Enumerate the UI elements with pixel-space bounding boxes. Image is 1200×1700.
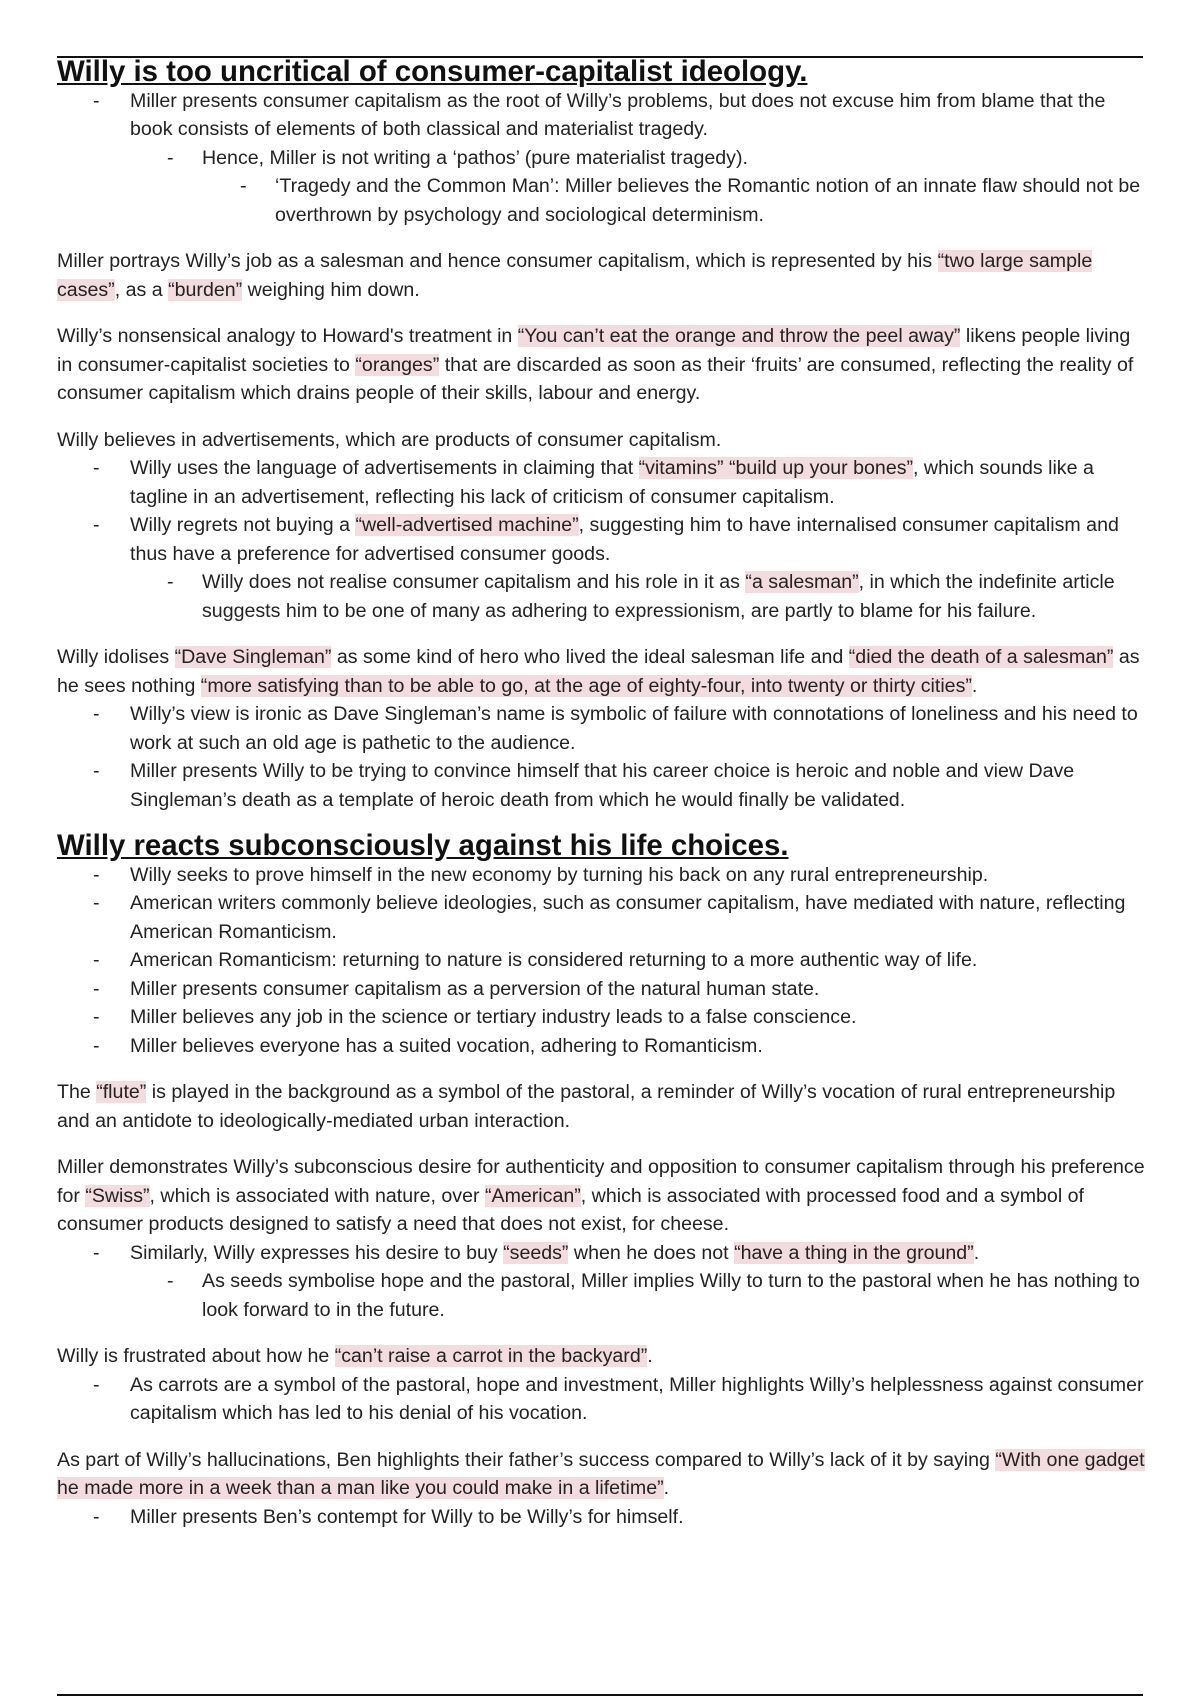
text-run: As seeds symbolise hope and the pastoral, Miller implies Willy to turn to the pastoral when he has nothing to look forward to in the future.: [202, 1270, 1140, 1321]
text-run: Willy believes in advertisements, which are products of consumer capitalism.: [57, 428, 722, 451]
bullet-item: [57, 975, 1147, 1004]
text-run: , as a: [114, 278, 169, 301]
text-run: Miller presents Ben’s contempt for Willy to be Willy’s for himself.: [130, 1505, 684, 1528]
paragraph: [57, 1078, 1147, 1135]
text-run: that are discarded as soon as their ‘fruits’ are consumed, reflecting the reality of consumer capitalism which drains people of their skills, labour and energy.: [57, 353, 1134, 404]
text-run: Willy idolises: [57, 646, 175, 668]
text-run: As carrots are a symbol of the pastoral, hope and investment, Miller highlights Willy’s helplessness against consumer capitalism which has led to his denial of his vocation.: [130, 1373, 1144, 1424]
text-run: American Romanticism: returning to nature is considered returning to a more authentic way of life.: [130, 949, 978, 971]
text-run: Willy uses the language of advertisements in claiming that: [130, 457, 639, 479]
highlighted-quote: “can’t raise a carrot in the backyard”: [334, 1345, 648, 1367]
text-run: when he does not: [568, 1241, 735, 1264]
text-run: Hence, Miller is not writing a ‘pathos’ (pure materialist tragedy).: [202, 146, 748, 169]
text-run: Willy regrets not buying a: [130, 514, 356, 536]
text-run: .: [663, 1477, 670, 1499]
content-block: [57, 1078, 1147, 1135]
bullet-item: [57, 889, 1147, 946]
content-block: [57, 426, 1147, 626]
bullet-item: [57, 946, 1147, 975]
text-run: As part of Willy’s hallucinations, Ben highlights their father’s success compared to Willy’s lack of it by saying: [57, 1448, 996, 1471]
bullet-item: [57, 1032, 1147, 1061]
bullet-item: [57, 454, 1147, 511]
text-run: Willy does not realise consumer capitalism and his role in it as: [202, 571, 746, 593]
text-run: likens people living in consumer-capitalist societies to: [57, 325, 1131, 376]
content-block: [57, 643, 1147, 814]
text-run: , which is associated with processed food and a symbol of consumer products designed to satisfy a need that does not exist, for cheese.: [57, 1184, 1084, 1235]
text-run: ‘Tragedy and the Common Man’: Miller believes the Romantic notion of an innate flaw should not be overthrown by psychology and sociological determinism.: [275, 175, 1141, 226]
paragraph: [57, 1153, 1147, 1239]
highlighted-quote: “seeds”: [503, 1241, 569, 1264]
content-block: [57, 1342, 1147, 1428]
content-block: [57, 247, 1147, 304]
bullet-item: [57, 700, 1147, 757]
bullet-item: [57, 568, 1147, 625]
bullet-item: [57, 1239, 1147, 1268]
highlighted-quote: “died the death of a salesman”: [848, 646, 1114, 668]
bullet-item: [57, 1003, 1147, 1032]
bottom-rule: [57, 1694, 1143, 1696]
text-run: Miller demonstrates Willy’s subconscious desire for authenticity and opposition to consumer capitalism through his preference for: [57, 1156, 1145, 1207]
highlighted-quote: “oranges”: [355, 353, 440, 376]
content-block: [57, 87, 1147, 230]
highlighted-quote: “two large sample cases”: [57, 250, 1093, 301]
text-run: Willy’s view is ironic as Dave Singleman’s name is symbolic of failure with connotations of loneliness and his need to work at such an old age is pathetic to the audience.: [130, 703, 1138, 754]
content-block: [57, 1153, 1147, 1324]
paragraph: [57, 322, 1147, 408]
highlighted-quote: “flute”: [96, 1081, 147, 1103]
section-heading: Willy reacts subconsciously against his life choices.: [57, 829, 789, 862]
text-run: Similarly, Willy expresses his desire to buy: [130, 1241, 504, 1264]
paragraph: [57, 643, 1147, 700]
text-run: Miller portrays Willy’s job as a salesman and hence consumer capitalism, which is represented by his: [57, 250, 938, 272]
text-run: , suggesting him to have internalised consumer capitalism and thus have a preference for advertised consumer goods.: [130, 514, 1119, 565]
paragraph: [57, 426, 1147, 455]
highlighted-quote: “You can’t eat the orange and throw the peel away”: [517, 325, 961, 347]
content-block: [57, 322, 1147, 408]
text-run: Miller presents Willy to be trying to convince himself that his career choice is heroic and noble and view Dave Singleman’s death as a template of heroic death from which he would finally be validated.: [130, 760, 1075, 811]
highlighted-quote: “Swiss”: [85, 1184, 150, 1207]
section-heading: Willy is too uncritical of consumer-capitalist ideology.: [57, 55, 808, 88]
text-run: The: [57, 1081, 97, 1103]
paragraph: [57, 247, 1147, 304]
text-run: Willy is frustrated about how he: [57, 1345, 335, 1367]
bullet-item: [57, 1267, 1147, 1324]
content-block: [57, 861, 1147, 1061]
text-run: Miller believes any job in the science or tertiary industry leads to a false conscience.: [130, 1006, 857, 1028]
text-run: is played in the background as a symbol of the pastoral, a reminder of Willy’s vocation of rural entrepreneurship and an antidote to ideologically-mediated urban interaction.: [57, 1081, 1116, 1132]
highlighted-quote: “a salesman”: [745, 571, 859, 593]
paragraph: [57, 1446, 1147, 1503]
highlighted-quote: “Dave Singleman”: [174, 646, 332, 668]
bullet-item: [57, 861, 1147, 890]
bullet-item: [57, 172, 1147, 229]
highlighted-quote: “have a thing in the ground”: [734, 1241, 974, 1264]
text-run: , in which the indefinite article suggests him to be one of many as adhering to expressionism, are partly to blame for his failure.: [202, 571, 1115, 622]
text-run: Miller presents consumer capitalism as a perversion of the natural human state.: [130, 977, 820, 1000]
text-run: .: [971, 674, 978, 697]
text-run: American writers commonly believe ideologies, such as consumer capitalism, have mediated with nature, reflecting American Romanticism.: [130, 892, 1126, 943]
highlighted-quote: “burden”: [168, 278, 243, 301]
highlighted-quote: “more satisfying than to be able to go, at the age of eighty-four, into twenty or thirty cities”: [200, 674, 972, 697]
bullet-item: [57, 1371, 1147, 1428]
highlighted-quote: “vitamins” “build up your bones”: [638, 457, 914, 479]
bullet-item: [57, 1503, 1147, 1532]
bullet-item: [57, 87, 1147, 144]
content-block: [57, 1446, 1147, 1532]
text-run: .: [973, 1241, 980, 1264]
bullet-item: [57, 511, 1147, 568]
text-run: Willy’s nonsensical analogy to Howard's treatment in: [57, 325, 518, 347]
text-run: as some kind of hero who lived the ideal salesman life and: [331, 646, 849, 668]
text-run: Miller believes everyone has a suited vocation, adhering to Romanticism.: [130, 1034, 763, 1057]
text-run: Willy seeks to prove himself in the new economy by turning his back on any rural entrepreneurship.: [130, 863, 989, 886]
bullet-item: [57, 144, 1147, 173]
document-page: [57, 55, 1147, 1531]
paragraph: [57, 1342, 1147, 1371]
highlighted-quote: “With one gadget he made more in a week than a man like you could make in a lifetime”: [57, 1448, 1145, 1499]
text-run: as he sees nothing: [57, 646, 1140, 697]
bullet-item: [57, 757, 1147, 814]
text-run: weighing him down.: [242, 278, 420, 301]
text-run: , which is associated with nature, over: [149, 1184, 485, 1207]
text-run: , which sounds like a tagline in an advertisement, reflecting his lack of criticism of consumer capitalism.: [130, 457, 1094, 508]
text-run: Miller presents consumer capitalism as the root of Willy’s problems, but does not excuse him from blame that the book consists of elements of both classical and materialist tragedy.: [130, 89, 1106, 140]
text-run: .: [647, 1345, 653, 1367]
highlighted-quote: “American”: [484, 1184, 581, 1207]
highlighted-quote: “well-advertised machine”: [355, 514, 579, 536]
